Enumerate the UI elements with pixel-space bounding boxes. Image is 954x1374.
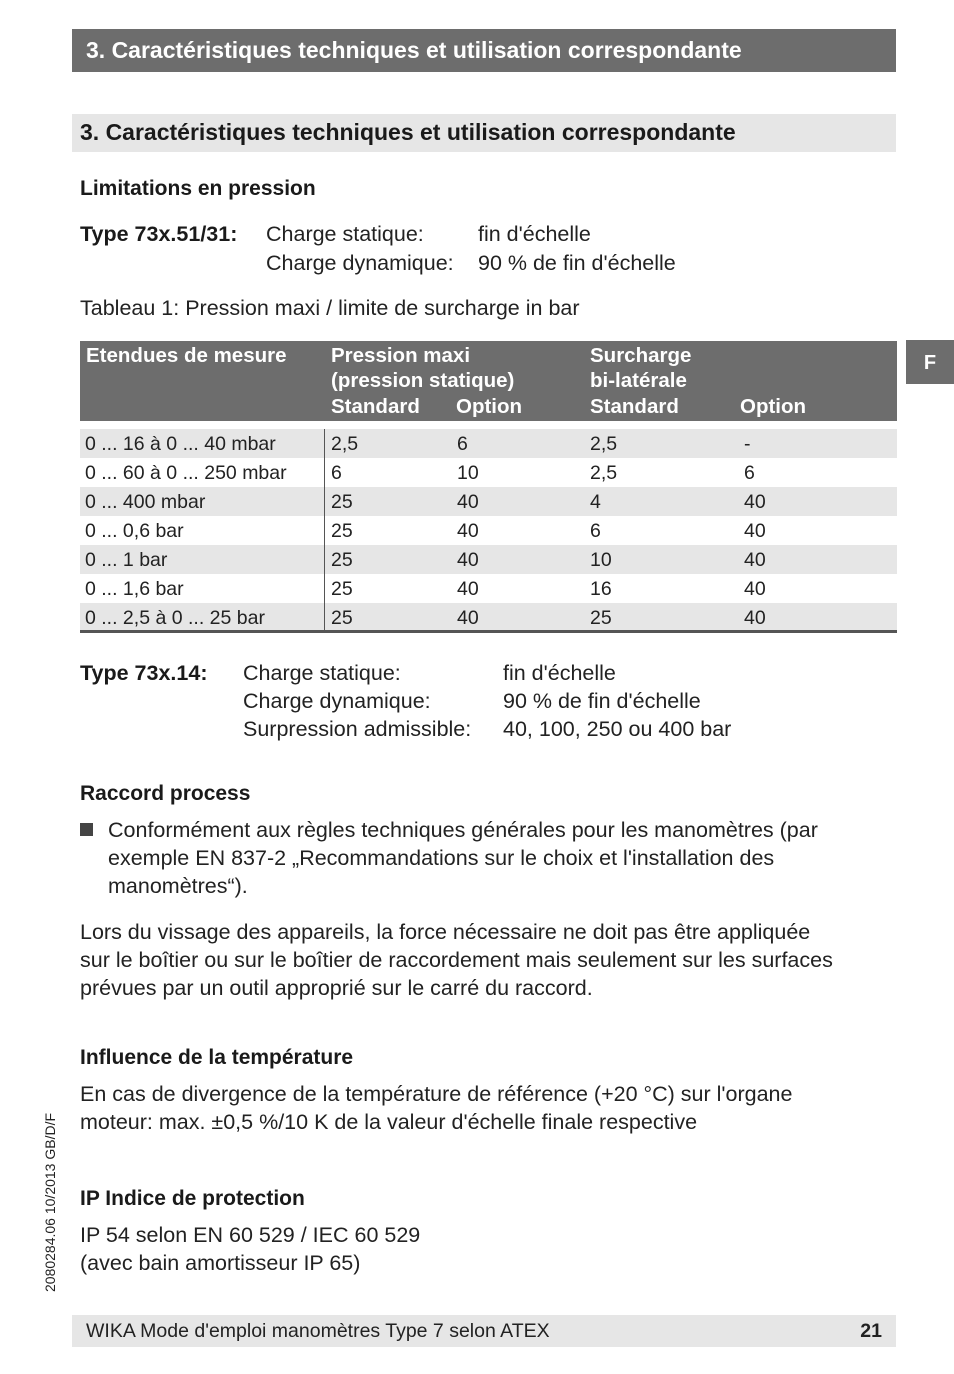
table-row (80, 458, 897, 487)
cell-range: 0 ... 1,6 bar (85, 578, 184, 600)
cell-maxi-standard: 25 (331, 607, 353, 629)
cell-maxi-standard: 25 (331, 549, 353, 571)
cell-surcharge-option: - (744, 433, 751, 455)
spec-key: Surpression admissible: (243, 717, 472, 741)
cell-surcharge-standard: 2,5 (590, 433, 618, 455)
cell-maxi-option: 10 (457, 462, 479, 484)
temperature-paragraph (80, 1080, 792, 1136)
type-b-label: Type 73x.14: (80, 661, 208, 685)
ip-heading: IP Indice de protection (80, 1187, 305, 1210)
col-header-range: Etendues de mesure (86, 344, 287, 367)
language-tab: F (906, 340, 954, 384)
text-line: sur le boîtier ou sur le boîtier de raccordement mais seulement sur les surfaces (80, 948, 833, 972)
cell-surcharge-standard: 2,5 (590, 462, 618, 484)
text-line: IP 54 selon EN 60 529 / IEC 60 529 (80, 1223, 421, 1247)
table-row (80, 516, 897, 545)
text-line: Conformément aux règles techniques générales pour les manomètres (par (108, 818, 818, 842)
cell-maxi-option: 40 (457, 578, 479, 600)
section-title: 3. Caractéristiques techniques et utilisation correspondante (72, 114, 896, 152)
table-row (80, 487, 897, 516)
table-row (80, 603, 897, 632)
spec-value: fin d'échelle (478, 222, 591, 246)
ip-paragraph (80, 1221, 420, 1277)
col-header-maxi-option: Option (456, 395, 523, 418)
cell-surcharge-option: 40 (744, 520, 766, 542)
cell-surcharge-option: 6 (744, 462, 755, 484)
cell-range: 0 ... 0,6 bar (85, 520, 184, 542)
process-paragraph (80, 918, 833, 1002)
table-row (80, 429, 897, 458)
text-line: prévues par un outil approprié sur le carré du raccord. (80, 976, 593, 1000)
cell-range: 0 ... 60 à 0 ... 250 mbar (85, 462, 287, 484)
spec-key: Charge statique: (266, 222, 424, 246)
text-line: manomètres“). (108, 874, 248, 898)
cell-surcharge-standard: 10 (590, 549, 612, 571)
cell-maxi-standard: 2,5 (331, 433, 359, 455)
footer (72, 1315, 896, 1347)
cell-maxi-standard: 25 (331, 578, 353, 600)
cell-surcharge-standard: 25 (590, 607, 612, 629)
running-header: 3. Caractéristiques techniques et utilisation correspondante (72, 29, 896, 72)
spec-key: Charge dynamique: (266, 251, 454, 275)
col-header-maxi-sub: (pression statique) (331, 369, 515, 392)
temperature-heading: Influence de la température (80, 1046, 354, 1069)
spec-key: Charge dynamique: (243, 689, 431, 713)
cell-maxi-standard: 6 (331, 462, 342, 484)
text-line: (avec bain amortisseur IP 65) (80, 1251, 361, 1275)
text-line: Lors du vissage des appareils, la force nécessaire ne doit pas être appliquée (80, 920, 811, 944)
col-header-maxi: Pression maxi (331, 344, 471, 367)
page-number: 21 (860, 1320, 882, 1342)
cell-surcharge-standard: 16 (590, 578, 612, 600)
table-row (80, 574, 897, 603)
footer-text: WIKA Mode d'emploi manomètres Type 7 selon ATEX (86, 1320, 550, 1342)
cell-maxi-option: 40 (457, 549, 479, 571)
table-row (80, 545, 897, 574)
spec-value: 90 % de fin d'échelle (503, 689, 701, 713)
table-header (80, 341, 897, 421)
cell-range: 0 ... 16 à 0 ... 40 mbar (85, 433, 276, 455)
document-code: 2080284.06 10/2013 GB/D/F (42, 1112, 58, 1292)
type-a-label: Type 73x.51/31: (80, 222, 238, 246)
pressure-limits-heading: Limitations en pression (80, 177, 316, 200)
spec-value: 40, 100, 250 ou 400 bar (503, 717, 732, 741)
process-bullet-text (108, 816, 818, 900)
col-header-maxi-standard: Standard (331, 395, 420, 418)
table-bottom-rule (80, 630, 897, 633)
col-header-surcharge-standard: Standard (590, 395, 679, 418)
cell-maxi-standard: 25 (331, 491, 353, 513)
cell-maxi-option: 6 (457, 433, 468, 455)
text-line: En cas de divergence de la température de référence (+20 °C) sur l'organe (80, 1082, 793, 1106)
col-header-surcharge-option: Option (740, 395, 807, 418)
cell-surcharge-option: 40 (744, 491, 766, 513)
text-line: moteur: max. ±0,5 %/10 K de la valeur d'échelle finale respective (80, 1110, 698, 1134)
cell-range: 0 ... 2,5 à 0 ... 25 bar (85, 607, 265, 629)
spec-value: fin d'échelle (503, 661, 616, 685)
cell-surcharge-option: 40 (744, 578, 766, 600)
cell-surcharge-standard: 4 (590, 491, 601, 513)
cell-surcharge-option: 40 (744, 607, 766, 629)
cell-range: 0 ... 400 mbar (85, 491, 206, 513)
cell-maxi-option: 40 (457, 491, 479, 513)
cell-surcharge-standard: 6 (590, 520, 601, 542)
cell-surcharge-option: 40 (744, 549, 766, 571)
process-connection-heading: Raccord process (80, 782, 251, 805)
bullet-marker (80, 823, 93, 836)
cell-maxi-standard: 25 (331, 520, 353, 542)
cell-maxi-option: 40 (457, 607, 479, 629)
spec-value: 90 % de fin d'échelle (478, 251, 676, 275)
cell-range: 0 ... 1 bar (85, 549, 168, 571)
col-header-surcharge-sub: bi-latérale (590, 369, 687, 392)
table-column-divider (324, 429, 325, 632)
spec-key: Charge statique: (243, 661, 401, 685)
cell-maxi-option: 40 (457, 520, 479, 542)
col-header-surcharge: Surcharge (590, 344, 692, 367)
table-caption: Tableau 1: Pression maxi / limite de surcharge in bar (80, 296, 580, 320)
text-line: exemple EN 837-2 „Recommandations sur le choix et l'installation des (108, 846, 775, 870)
